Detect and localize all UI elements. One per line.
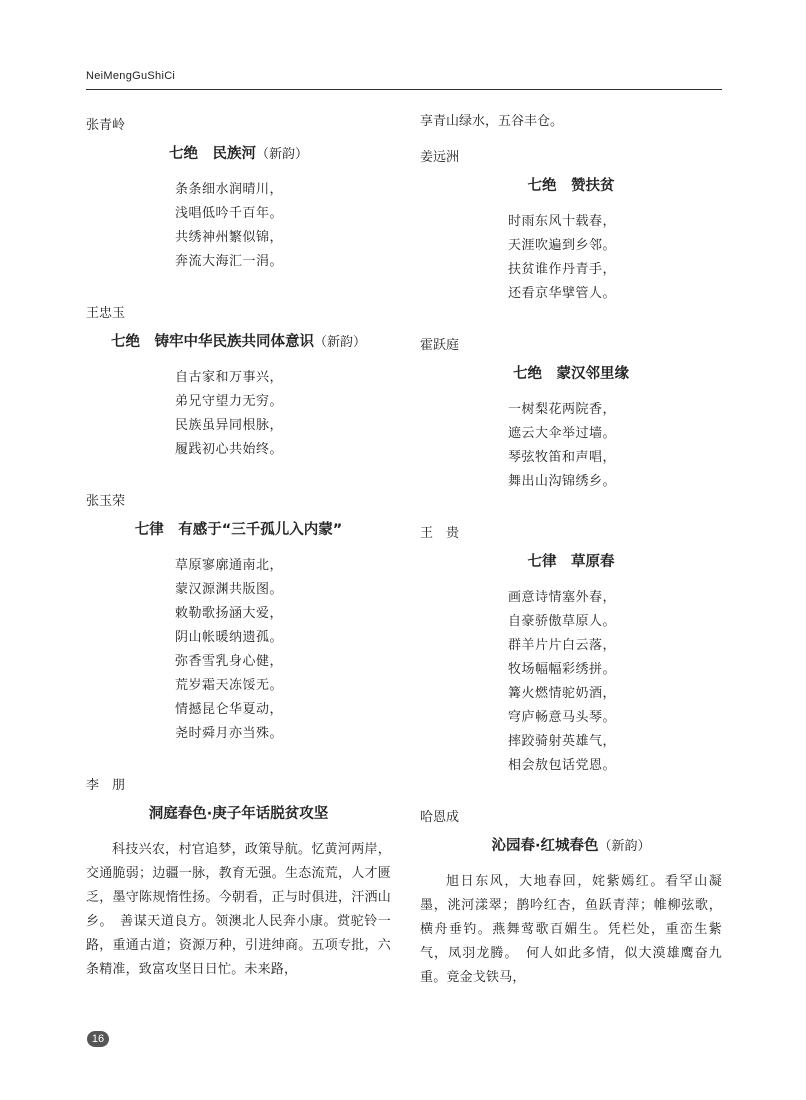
poem-line: 草原寥廓通南北， [175, 558, 284, 573]
right-column [420, 110, 722, 990]
poem-body [420, 586, 722, 778]
author-name: 霍跃庭 [420, 338, 460, 353]
ci-body [86, 838, 391, 982]
header-divider [86, 89, 722, 90]
poem-line: 群羊片片白云落， [508, 638, 617, 653]
title-text: 沁园春·红城春色 [491, 838, 599, 854]
poem-line: 荒岁霜天冻馁无。 [175, 678, 284, 693]
poem-line: 敕勒歌扬涵大爱， [175, 606, 284, 621]
poem-body [420, 398, 722, 494]
title-tag: （新韵） [255, 147, 308, 162]
poem-line: 奔流大海汇一涓。 [175, 254, 284, 269]
poem-block [86, 776, 391, 982]
poem-line: 自豪骄傲草原人。 [508, 614, 617, 629]
poem-title [86, 330, 391, 354]
poem-line: 天涯吹遍到乡邻。 [508, 238, 617, 253]
poem-title [86, 802, 391, 826]
poem-line: 民族虽异同根脉， [175, 418, 284, 433]
poem-block [420, 336, 722, 494]
title-text: 七绝 蒙汉邻里缘 [513, 366, 629, 382]
poem-line: 弥香雪乳身心健， [175, 654, 284, 669]
ci-text: 旭日东风，大地春回，姹紫嫣红。看罕山凝墨，洮河漾翠；鹊吟红杏，鱼跃青萍；帷柳弦歌，横舟垂钓。燕舞莺歌百媚生。凭栏处，重峦生紫气，凤羽龙腾。 何人如此多情，似大漠雄鹰奋九重。竟金戈铁马， [420, 874, 722, 985]
title-text: 七绝 铸牢中华民族共同体意识 [110, 334, 314, 350]
poem-body [420, 210, 722, 306]
poem-line: 阴山帐暖纳遗孤。 [175, 630, 284, 645]
poem-line: 情撼昆仑华夏动， [175, 702, 284, 717]
author-name: 哈恩成 [420, 810, 460, 825]
poem-title [86, 518, 391, 542]
poem-line: 遮云大伞举过墙。 [508, 426, 617, 441]
author-name: 张青岭 [86, 118, 126, 133]
poem-block [420, 524, 722, 778]
poem-title [420, 834, 722, 858]
title-tag: （新韵） [598, 839, 651, 854]
poem-line: 扶贫谁作丹青手， [508, 262, 617, 277]
poem-line: 共绣神州繁似锦， [175, 230, 284, 245]
poem-body [86, 554, 391, 746]
title-text: 七绝 赞扶贫 [527, 178, 615, 194]
poem-line: 篝火燃情驼奶酒， [508, 686, 617, 701]
poem-line: 舞出山沟锦绣乡。 [508, 474, 617, 489]
author-name: 王忠玉 [86, 306, 126, 321]
title-text: 洞庭春色·庚子年话脱贫攻坚 [148, 806, 329, 822]
author-name: 王 贵 [420, 526, 460, 541]
poem-line: 牧场幅幅彩绣拼。 [508, 662, 617, 677]
ci-text: 科技兴农，村官追梦，政策导航。忆黄河两岸，交通脆弱；边疆一脉，教育无强。生态流荒，人才匮乏，墨守陈规惰性扬。今朝看，正与时俱进，汗洒山乡。 善谋天道良方。领澳北人民奔小康。赏驼铃一路，重通古道；资源万种，引进绅商。五项专批，六条精准，致富攻坚日日忙。未来路， [86, 842, 391, 977]
poem-line: 琴弦牧笛和声唱， [508, 450, 617, 465]
poem-title [420, 174, 722, 198]
poem-body [86, 178, 391, 274]
poem-body [86, 366, 391, 462]
author-name: 张玉荣 [86, 494, 126, 509]
title-text: 七绝 民族河 [168, 146, 256, 162]
title-tag: （新韵） [313, 335, 366, 350]
poem-line: 还看京华擘管人。 [508, 286, 617, 301]
poem-title [420, 550, 722, 574]
poem-line: 履践初心共始终。 [175, 442, 284, 457]
poem-line: 自古家和万事兴， [175, 370, 284, 385]
poem-line: 尧时舜月亦当殊。 [175, 726, 284, 741]
poem-block [86, 304, 391, 462]
running-header: NeiMengGuShiCi [86, 70, 176, 82]
poem-title [420, 362, 722, 386]
author-name: 李 朋 [86, 778, 126, 793]
poem-line: 浅唱低吟千百年。 [175, 206, 284, 221]
poem-block [420, 148, 722, 306]
left-column [86, 110, 391, 982]
poem-line: 相会敖包话党恩。 [508, 758, 617, 773]
poem-line: 一树梨花两院香， [508, 402, 617, 417]
poem-line: 画意诗情塞外春， [508, 590, 617, 605]
poem-line: 摔跤骑射英雄气， [508, 734, 617, 749]
poem-line: 条条细水润晴川， [175, 182, 284, 197]
poem-line: 穹庐畅意马头琴。 [508, 710, 617, 725]
poem-line: 弟兄守望力无穷。 [175, 394, 284, 409]
poem-line: 蒙汉源渊共版图。 [175, 582, 284, 597]
page-number: 16 [87, 1031, 109, 1047]
title-text: 七律 有感于“三千孤儿入内蒙” [134, 522, 343, 538]
continued-text: 享青山绿水，五谷丰仓。 [420, 114, 564, 129]
title-text: 七律 草原春 [527, 554, 615, 570]
poem-block [86, 116, 391, 274]
ci-body [420, 870, 722, 990]
author-name: 姜远洲 [420, 150, 460, 165]
poem-title [86, 142, 391, 166]
poem-line: 时雨东风十载春， [508, 214, 617, 229]
poem-block [420, 808, 722, 990]
poem-block [86, 492, 391, 746]
right-works [420, 148, 722, 990]
